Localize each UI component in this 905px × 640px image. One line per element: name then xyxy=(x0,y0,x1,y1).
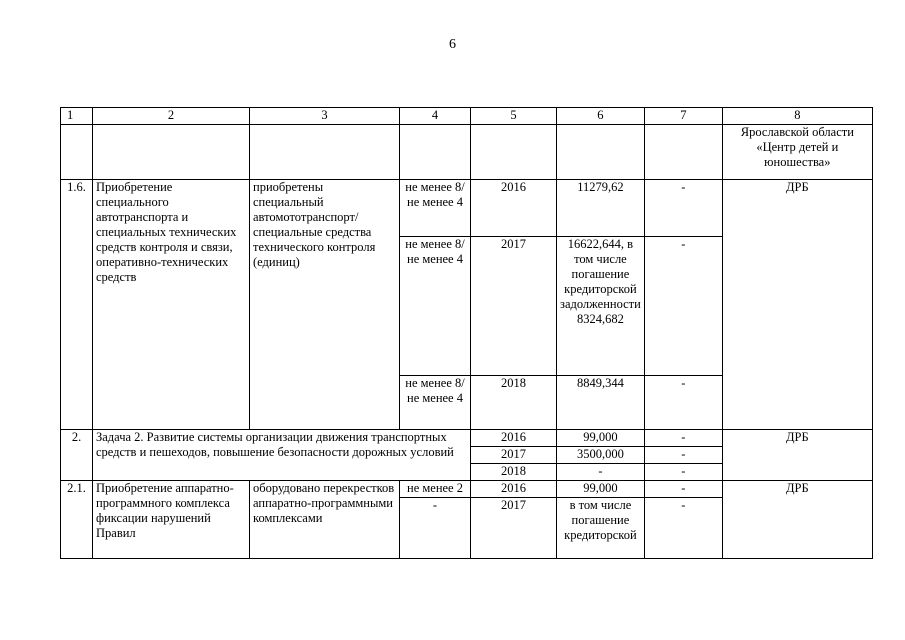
target-value: не менее 8/ не менее 4 xyxy=(400,376,471,430)
executor-cell: Ярославской области «Центр детей и юношества» xyxy=(722,125,872,180)
col7-cell: - xyxy=(644,464,722,481)
col7-cell: - xyxy=(644,447,722,464)
amount-cell: 99,000 xyxy=(557,481,645,498)
col7-cell: - xyxy=(644,376,722,430)
header-cell: 6 xyxy=(557,108,645,125)
row-number: 2.1. xyxy=(61,481,93,559)
header-cell: 2 xyxy=(93,108,250,125)
amount-cell: в том числе погашение кредиторской xyxy=(557,498,645,559)
continuation-row xyxy=(61,125,873,180)
col7-cell: - xyxy=(644,498,722,559)
header-cell: 5 xyxy=(471,108,557,125)
year-cell: 2017 xyxy=(471,447,557,464)
table-row xyxy=(61,430,873,447)
target-value: - xyxy=(400,498,471,559)
row-number: 1.6. xyxy=(61,180,93,430)
year-cell: 2017 xyxy=(471,237,557,376)
funding-source: ДРБ xyxy=(722,481,872,559)
col7-cell: - xyxy=(644,180,722,237)
activity-name: Приобретение аппаратно-программного комплекса фиксации нарушений Правил xyxy=(93,481,250,559)
activity-name: Приобретение специального автотранспорта и специальных технических средств контроля и связи, оперативно-технических средств xyxy=(93,180,250,430)
header-cell: 1 xyxy=(61,108,93,125)
indicator-name: приобретены специальный автомототранспорт/ специальные средства технического контроля (единиц) xyxy=(250,180,400,430)
indicator-name: оборудовано перекрестков аппаратно-программными комплексами xyxy=(250,481,400,559)
col7-cell: - xyxy=(644,481,722,498)
header-cell: 3 xyxy=(250,108,400,125)
target-value: не менее 8/ не менее 4 xyxy=(400,237,471,376)
header-cell: 4 xyxy=(400,108,471,125)
table-row xyxy=(61,180,873,237)
year-cell: 2016 xyxy=(471,430,557,447)
amount-cell: 16622,644, в том числе погашение кредиторской задолженности 8324,682 xyxy=(557,237,645,376)
col7-cell: - xyxy=(644,430,722,447)
amount-cell: 11279,62 xyxy=(557,180,645,237)
year-cell: 2017 xyxy=(471,498,557,559)
year-cell: 2018 xyxy=(471,376,557,430)
year-cell: 2018 xyxy=(471,464,557,481)
amount-cell: 8849,344 xyxy=(557,376,645,430)
amount-cell: 3500,000 xyxy=(557,447,645,464)
year-cell: 2016 xyxy=(471,481,557,498)
table-header-row xyxy=(61,108,873,125)
col7-cell: - xyxy=(644,237,722,376)
funding-source: ДРБ xyxy=(722,180,872,430)
target-value: не менее 8/ не менее 4 xyxy=(400,180,471,237)
amount-cell: 99,000 xyxy=(557,430,645,447)
row-number: 2. xyxy=(61,430,93,481)
header-cell: 7 xyxy=(644,108,722,125)
funding-source: ДРБ xyxy=(722,430,872,481)
table-row xyxy=(61,481,873,498)
target-value: не менее 2 xyxy=(400,481,471,498)
amount-cell: - xyxy=(557,464,645,481)
page-number: 6 xyxy=(449,37,456,52)
task-title: Задача 2. Развитие системы организации движения транспортных средств и пешеходов, повышение безопасности дорожных условий xyxy=(93,430,471,481)
year-cell: 2016 xyxy=(471,180,557,237)
header-cell: 8 xyxy=(722,108,872,125)
program-table xyxy=(60,107,873,559)
